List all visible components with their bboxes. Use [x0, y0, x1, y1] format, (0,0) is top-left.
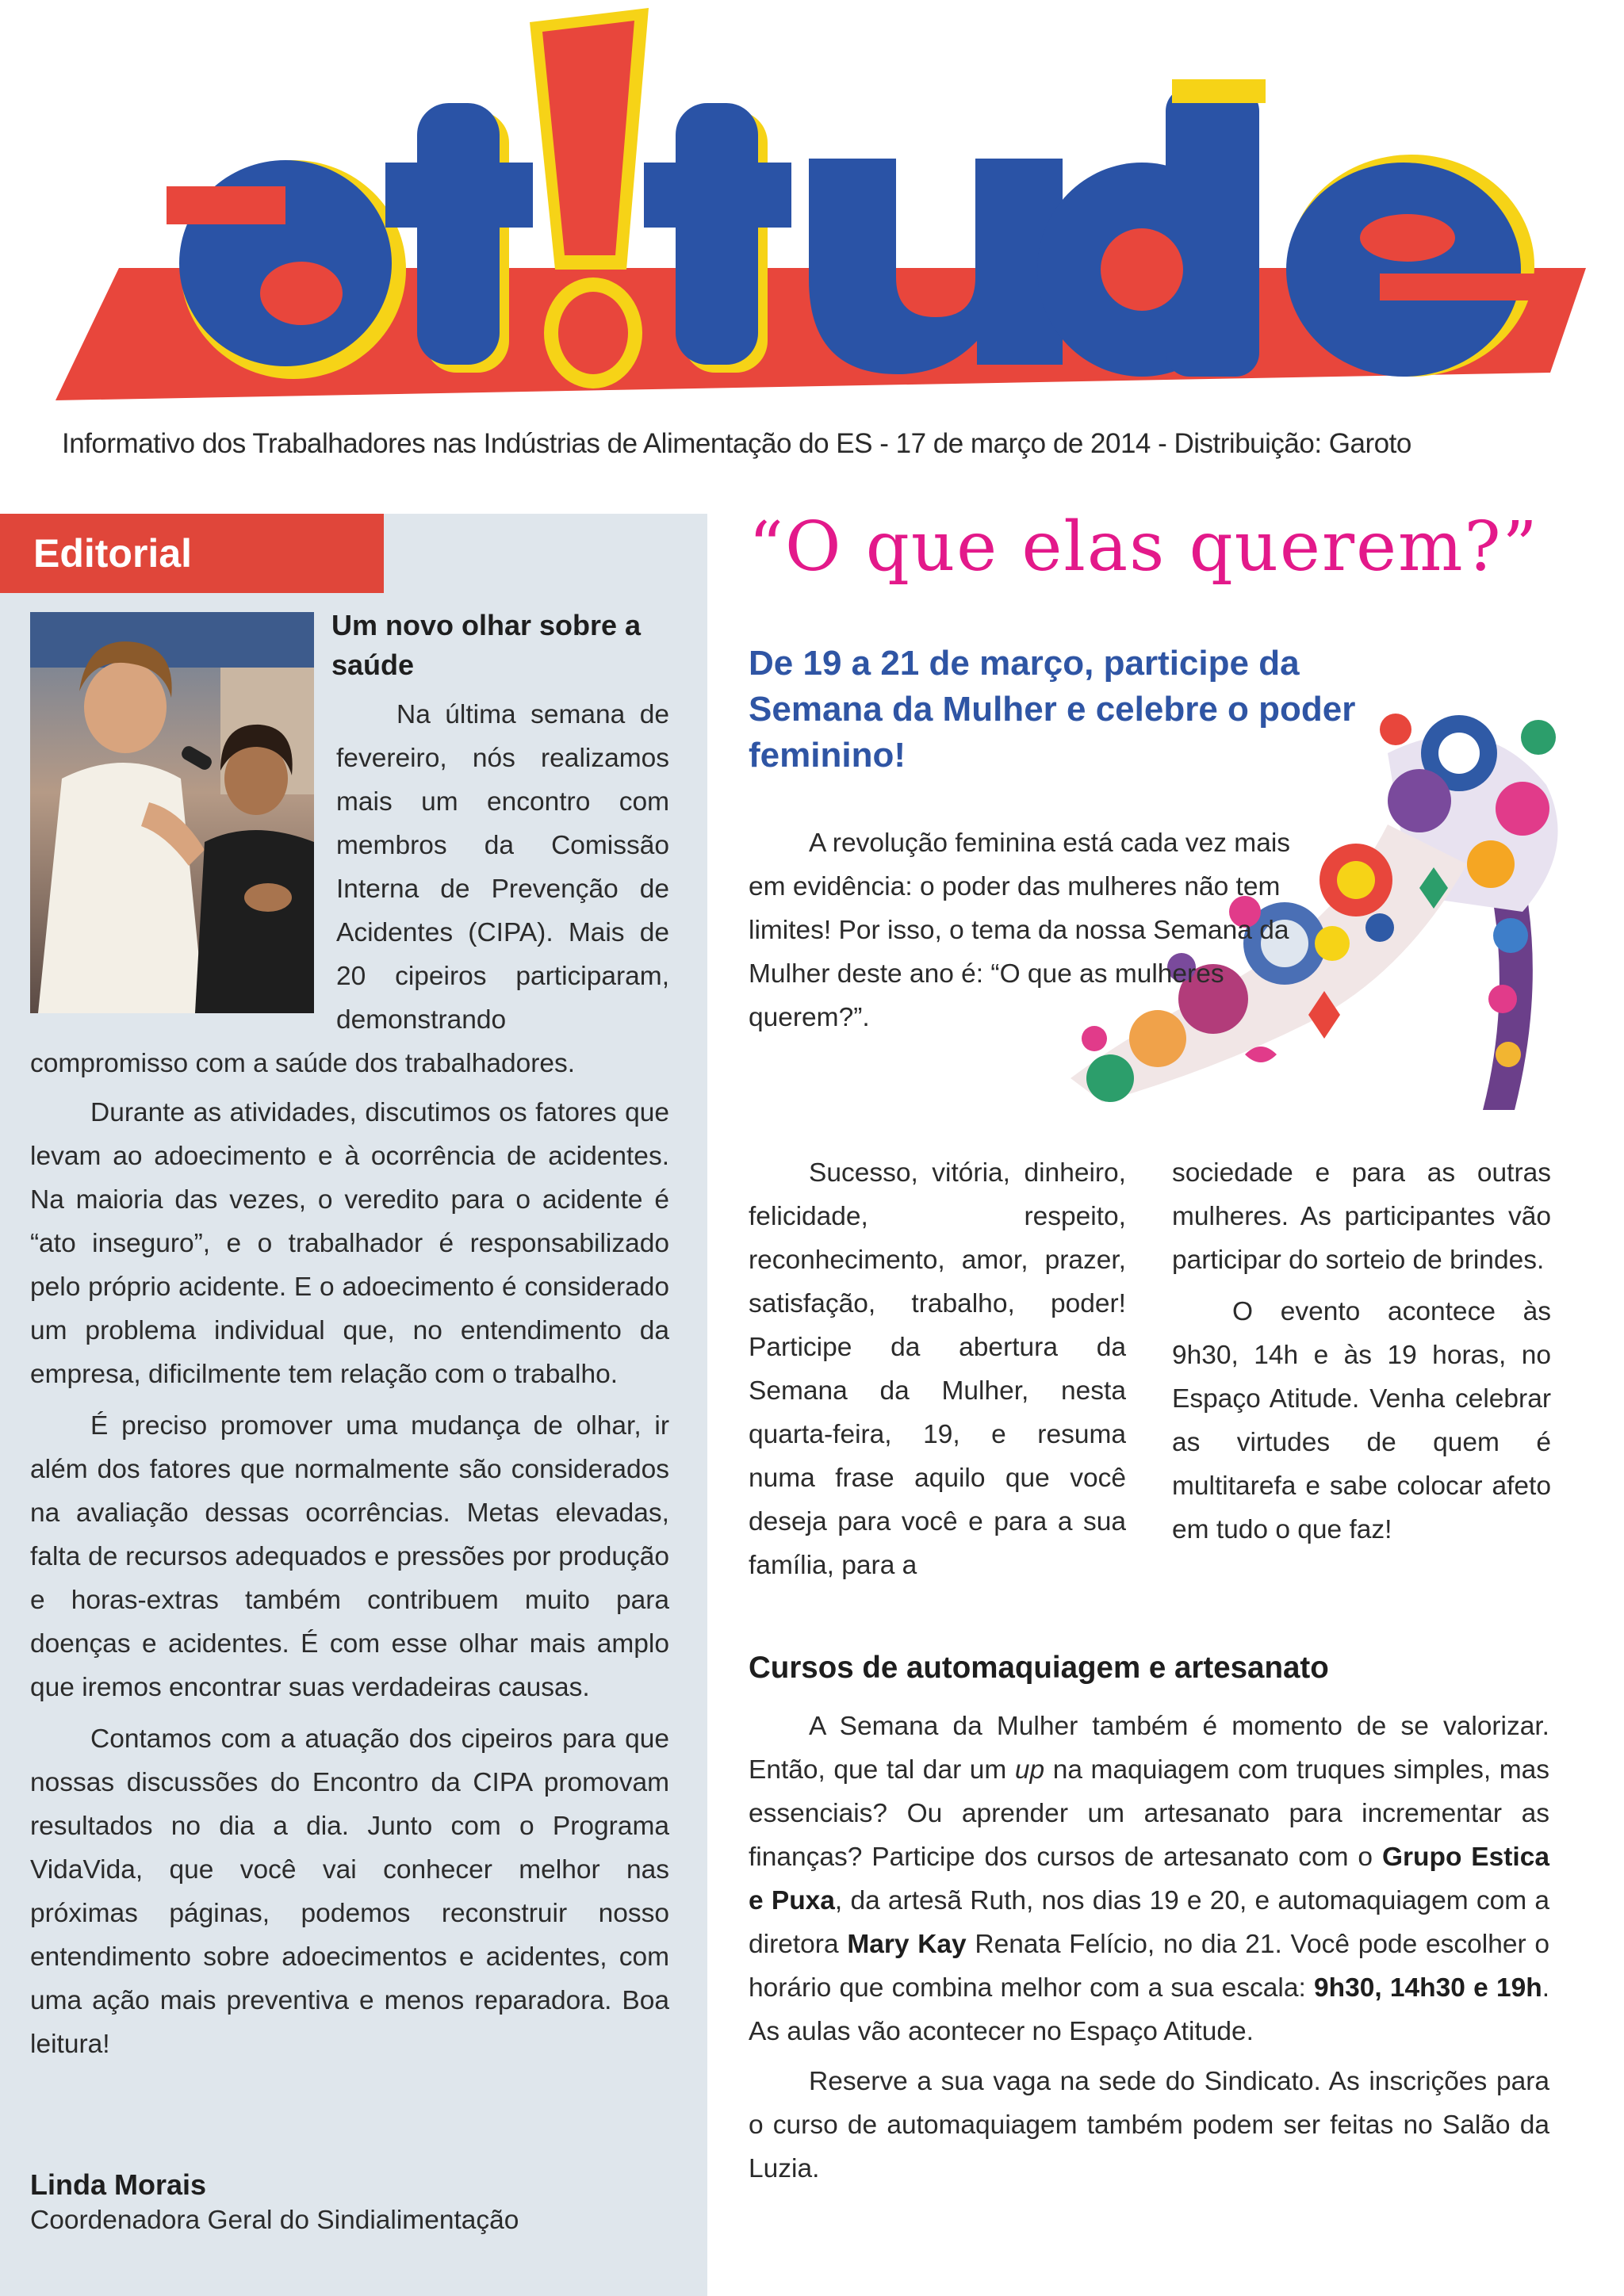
cursos-body	[749, 1705, 1549, 2197]
editorial-headline: Um novo olhar sobre a saúde	[331, 609, 642, 681]
cursos-text-c: , da artesã Ruth, nos dias 19 e 20, e automaquiagem com a diretora	[749, 1886, 1549, 1959]
cursos-text-d: Renata Felício, no dia 21. Você pode escolher o horário que combina melhor com a sua escala:	[749, 1930, 1549, 2003]
masthead	[0, 0, 1624, 459]
cursos-text-a: A Semana da Mulher também é momento de se valorizar. Então, que tal dar um	[749, 1712, 1549, 1785]
article-title: “O que elas querem?”	[749, 507, 1539, 587]
article-subhead: De 19 a 21 de março, participe da Semana da Mulher e celebre o poder feminino!	[749, 644, 1356, 775]
article-intro-paragraph: A revolução feminina está cada vez mais em evidência: o poder das mulheres não tem limites! Por isso, o tema da nossa Semana da Mulher deste ano é: “O que as mulheres querem?”.	[749, 828, 1291, 1032]
editorial-paragraph-2: Durante as atividades, discutimos os fatores que levam ao adoecimento e à ocorrência de acidentes. Na maioria das vezes, o veredito para o acidente é “ato inseguro”, e o trabalhador é responsabilizado pelo próprio acidente. E o adoecimento é considerado um problema individual que, no entendimento da empresa, dificilmente tem relação com o trabalho.	[30, 1098, 669, 1389]
article-column-b	[1172, 1151, 1551, 1552]
cursos-times: 9h30, 14h30 e 19h	[1314, 1973, 1542, 2003]
cursos-text-up: up	[1014, 1755, 1045, 1785]
signature-role: Coordenadora Geral do Sindialimentação	[30, 2206, 519, 2235]
cursos-text-e: . As aulas vão acontecer no Espaço Atitude.	[749, 1973, 1549, 2046]
editorial-label: Editorial	[0, 514, 384, 593]
article-intro	[749, 821, 1316, 1039]
article-column-a	[749, 1151, 1126, 1587]
logo-letter-u	[809, 159, 1063, 374]
cursos-group-name: Grupo Estica e Puxa	[749, 1843, 1549, 1915]
article-column-b-paragraph-2: O evento acontece às 9h30, 14h e às 19 horas, no Espaço Atitude. Venha celebrar as virtudes de quem é multitarefa e sabe colocar afeto em tudo o que faz!	[1172, 1297, 1551, 1544]
editorial-paragraph-1-tail-block	[30, 1042, 669, 1085]
signature-name: Linda Morais	[30, 2168, 207, 2201]
cursos-paragraph-2: Reserve a sua vaga na sede do Sindicato. As inscrições para o curso de automaquiagem também podem ser feitas no Salão da Luzia.	[749, 2067, 1549, 2183]
cursos-text-b: na maquiagem com truques simples, mas essenciais? Ou aprender um artesanato para incrementar as finanças? Participe dos cursos de artesanato com o	[749, 1755, 1549, 1872]
cursos-brand-name: Mary Kay	[847, 1930, 967, 1959]
editorial-photo	[30, 612, 314, 1013]
editorial-paragraph-1	[336, 693, 669, 1042]
editorial-paragraph-1-tail: compromisso com a saúde dos trabalhadores.	[30, 1049, 576, 1078]
editorial-paragraph-1-wrapped: Na última semana de fevereiro, nós realizamos mais um encontro com membros da Comissão Interna de Prevenção de Acidentes (CIPA). Mais de 20 cipeiros participaram, demonstrando	[336, 700, 669, 1035]
editorial-paragraph-3: É preciso promover uma mudança de olhar, ir além dos fatores que normalmente são considerados na avaliação dessas ocorrências. Metas elevadas, falta de recursos adequados e pressões por produção e horas-extras também contribuem muito para doenças e acidentes. É com esse olhar mais amplo que iremos encontrar suas verdadeiras causas.	[30, 1411, 669, 1702]
atitude-logo	[0, 0, 1624, 428]
article-column-b-paragraph-1: sociedade e para as outras mulheres. As participantes vão participar do sorteio de brindes.	[1172, 1158, 1551, 1275]
editorial-signature	[30, 2168, 680, 2239]
editorial-paragraph-4: Contamos com a atuação dos cipeiros para que nossas discussões do Encontro da CIPA promovam resultados no dia a dia. Junto com o Programa VidaVida, que você vai conhecer melhor nas próximas páginas, podemos reconstruir nosso entendimento sobre adoecimentos e acidentes, com uma ação mais preventiva e menos reparadora. Boa leitura!	[30, 1724, 669, 2059]
masthead-subtitle: Informativo dos Trabalhadores nas Indústrias de Alimentação do ES - 17 de março de 2014 - Distribuição: Garoto	[62, 428, 1411, 459]
logo-exclamation	[530, 8, 649, 388]
editorial-body	[30, 1091, 669, 2074]
cursos-paragraph-1	[749, 1705, 1549, 2053]
cursos-heading: Cursos de automaquiagem e artesanato	[749, 1651, 1329, 1685]
logo-letter-d	[1037, 79, 1266, 377]
article-column-a-paragraph: Sucesso, vitória, dinheiro, felicidade, respeito, reconhecimento, amor, prazer, satisfação, trabalho, poder! Participe da abertura da Semana da Mulher, nesta quarta-feira, 19, e resuma numa frase aquilo que você deseja para você e para a sua família, para a	[749, 1158, 1126, 1580]
